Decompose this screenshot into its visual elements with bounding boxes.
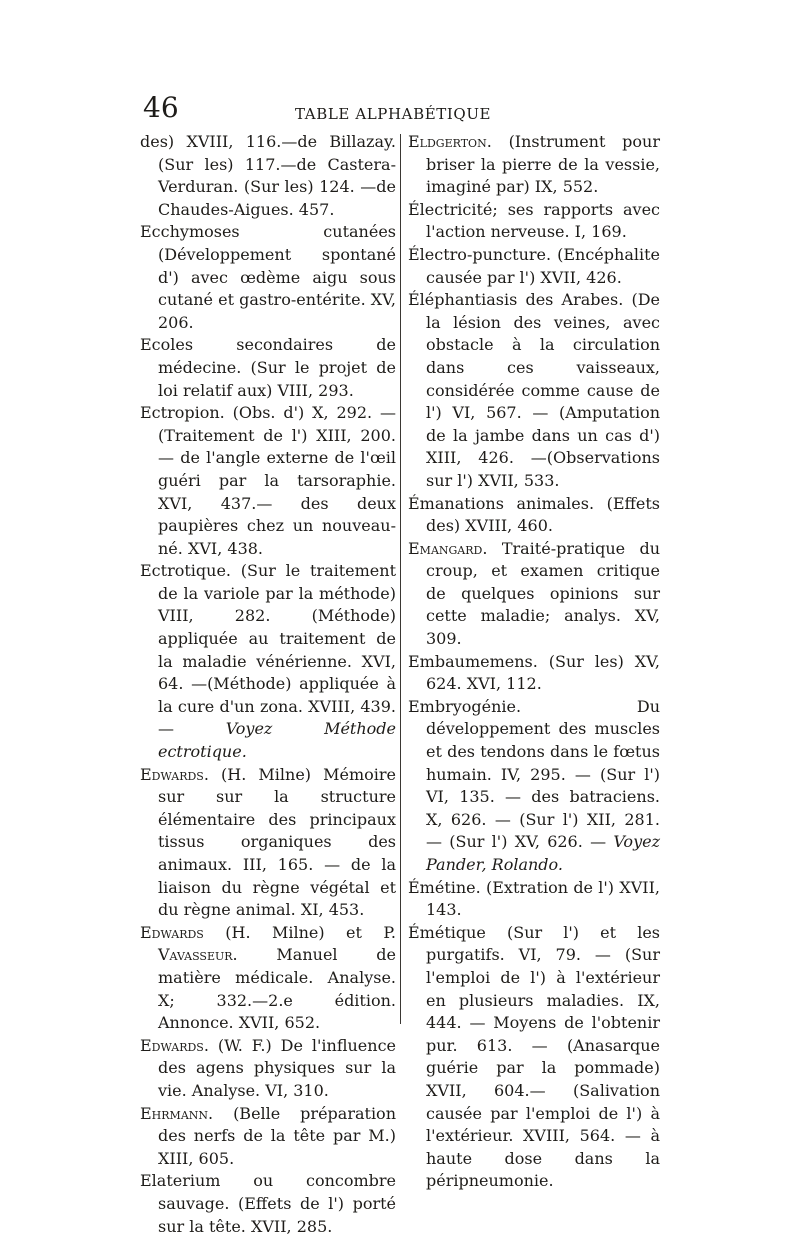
- index-entry: Ectrotique. (Sur le traitement de la variole par la méthode) VIII, 282. (Méthode) appliquée au traitement de la maladie vénérienne. XVI, 64. —(Méthode) appliquée à la cure d'un zona. XVIII, 439. — Voyez Méthode ectrotique.: [140, 561, 396, 762]
- see-also-reference: Voyez Méthode ectrotique.: [158, 719, 396, 762]
- index-entry: Embryogénie. Du développement des muscles et des tendons dans le fœtus humain. IV, 295. — (Sur l') VI, 135. — des batraciens. X, 626. — (Sur l') XII, 281. — (Sur l') XV, 626. — Voyez Pander, Rolando.: [408, 696, 660, 874]
- index-entry: Émétine. (Extration de l') XVII, 143.: [408, 877, 660, 920]
- index-entry: Ecoles secondaires de médecine. (Sur le projet de loi relatif aux) VIII, 293.: [140, 335, 396, 400]
- index-entry: Électricité; ses rapports avec l'action nerveuse. I, 169.: [408, 199, 660, 242]
- index-entry: Edwards (H. Milne) et P. Vavasseur. Manuel de matière médicale. Analyse. X; 332.—2.e édition. Annonce. XVII, 652.: [140, 922, 396, 1033]
- left-column: [140, 131, 396, 1238]
- index-entry: des) XVIII, 116.—de Billazay. (Sur les) 117.—de Castera-Verduran. (Sur les) 124. —de Chaudes-Aigues. 457.: [140, 132, 396, 219]
- author-name: Edwards.: [140, 764, 209, 784]
- page-header: [143, 92, 663, 132]
- index-entry: Elaterium ou concombre sauvage. (Effets de l') porté sur la tête. XVII, 285.: [140, 1171, 396, 1236]
- index-entry: Émanations animales. (Effets des) XVIII, 460.: [408, 493, 660, 536]
- index-entry: Éléphantiasis des Arabes. (De la lésion des veines, avec obstacle à la circulation dans ces vaisseaux, considérée comme cause de l') VI, 567. — (Amputation de la jambe dans un cas d') XIII, 426. —(Observations sur l') XVII, 533.: [408, 290, 660, 490]
- index-entry: Électro-puncture. (Encéphalite causée par l') XVII, 426.: [408, 244, 660, 287]
- author-name: Vavasseur.: [158, 945, 238, 965]
- author-name: Ehrmann.: [140, 1103, 214, 1123]
- index-entry: Edwards. (W. F.) De l'influence des agens physiques sur la vie. Analyse. VI, 310.: [140, 1035, 396, 1100]
- running-head: TABLE ALPHABÉTIQUE: [295, 105, 492, 123]
- author-name: Edwards: [140, 922, 204, 942]
- index-entry: Émétique (Sur l') et les purgatifs. VI, 79. — (Sur l'emploi de l') à l'extérieur en plusieurs maladies. IX, 444. — Moyens de l'obtenir pur. 613. — (Anasarque guérie par la pommade) XVII, 604.— (Salivation causée par l'emploi de l') à l'extérieur. XVIII, 564. — à haute dose dans la péripneumonie.: [408, 922, 660, 1191]
- index-entry: Edwards. (H. Milne) Mémoire sur sur la structure élémentaire des principaux tissus organiques des animaux. III, 165. — de la liaison du règne végétal et du règne animal. XI, 453.: [140, 764, 396, 920]
- author-name: Eldgerton.: [408, 132, 492, 151]
- index-entry: Ectropion. (Obs. d') X, 292. — (Traitement de l') XIII, 200.— de l'angle externe de l'œil guéri par la tarsoraphie. XVI, 437.— des deux paupières chez un nouveau-né. XVI, 438.: [140, 403, 396, 558]
- index-entry: Ecchymoses cutanées (Développement spontané d') avec œdème aigu sous cutané et gastro-entérite. XV, 206.: [140, 222, 396, 332]
- author-name: Edwards.: [140, 1035, 209, 1055]
- page-number: 46: [143, 91, 179, 124]
- column-divider: [400, 134, 401, 1024]
- see-also-reference: Voyez Pander, Rolando.: [426, 832, 660, 874]
- index-entry: Embaumemens. (Sur les) XV, 624. XVI, 112.: [408, 651, 660, 694]
- index-entry: Ehrmann. (Belle préparation des nerfs de la tête par M.) XIII, 605.: [140, 1103, 396, 1168]
- right-column: [408, 131, 660, 1193]
- index-entry: Eldgerton. (Instrument pour briser la pierre de la vessie, imaginé par) IX, 552.: [408, 132, 660, 197]
- index-entry: Emangard. Traité-pratique du croup, et examen critique de quelques opinions sur cette maladie; analys. XV, 309.: [408, 538, 660, 649]
- author-name: Emangard.: [408, 538, 488, 558]
